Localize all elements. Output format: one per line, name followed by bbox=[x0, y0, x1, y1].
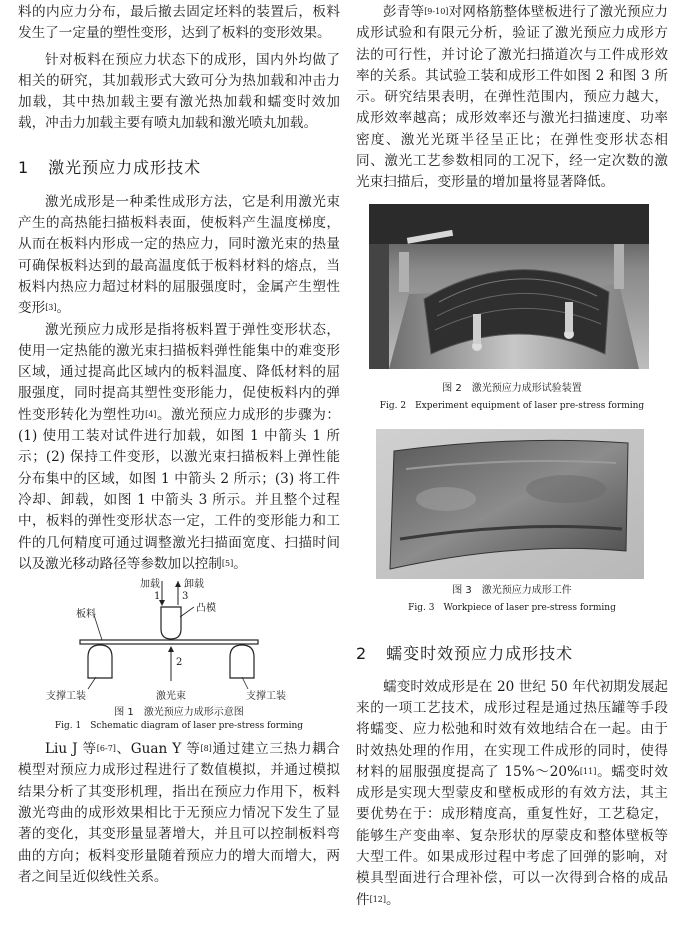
label-punch: 凸模 bbox=[196, 603, 216, 615]
figure-2-photo bbox=[369, 204, 649, 369]
support-left-leader bbox=[88, 677, 96, 689]
sheet-shape bbox=[80, 640, 258, 644]
paragraph-text: 。激光预应力成形的步骤为：(1) 使用工装对试件进行加载，如图 1 中箭头 1 所示；(2) 保持工件变形，以激光束扫描板料上弹性能分布集中的区域，如图 1 中箭头 2 所示；(3) 将工件冷却、卸载，如图 1 中箭头 3 所示。并且整个过程中，板料的弹性变形状态一定，工件的变形能力和工件的几何精度可通过调整激光扫描面宽度、扫描时间以及激光移动路径等参数加以控制 bbox=[18, 406, 341, 572]
paragraph-text: 通过建立三热力耦合模型对预应力成形过程进行了数值模拟，并通过模拟结果分析了其变形机理，指出在预应力作用下，板料激光弯曲的成形效果相比于无预应力情况下发生了显著的变化，其变形量显著增大，并且可以控制板料弯曲的方向；板料变形量随着预应力的增大而增大，两者之间呈近似线性关系。 bbox=[18, 741, 341, 885]
section-number: 2 bbox=[356, 643, 368, 663]
label-laser: 激光束 bbox=[156, 691, 186, 703]
citation: [8] bbox=[200, 744, 212, 754]
label-unload: 卸载 bbox=[184, 579, 204, 591]
paragraph-2 bbox=[18, 320, 340, 576]
figure-1 bbox=[18, 577, 340, 737]
arrow-2-head bbox=[168, 646, 174, 652]
paragraph-text: 彭青等 bbox=[383, 4, 425, 20]
punch-leader bbox=[180, 607, 194, 617]
right-column bbox=[356, 0, 668, 911]
support-left-shape bbox=[88, 645, 112, 678]
figure-3-caption-en: Fig. 3 Workpiece of laser pre-stress forming bbox=[408, 602, 616, 613]
paragraph-4 bbox=[356, 2, 668, 194]
paragraph-text: 。 bbox=[56, 300, 71, 317]
paragraph-text: 激光预应力成形是指将板料置于弹性变形状态，使用一定热能的激光束扫描板料弹性能集中的难变形区域，通过提高此区域内的板料温度、降低材料的屈服强度，同时提高其塑性变形能力，促使板料内的弹性变形转化为塑性功 bbox=[18, 321, 340, 423]
paragraph-text: 激光成形是一种柔性成形方法，它是利用激光束产生的高热能扫描板料表面，使板料产生温度梯度，从而在板料内形成一定的热应力，同时激光束的热量可确保板料达到的最高温度低于板料材料的熔点，当板料内热应力超过材料的屈服强度时，金属产生塑性变形 bbox=[18, 193, 340, 317]
arrow-3-head bbox=[175, 581, 181, 587]
figure-3-caption: 图 3 激光预应力成形工件 bbox=[452, 584, 572, 596]
figure-3-image bbox=[376, 429, 644, 579]
paragraph-text: 。 bbox=[233, 555, 247, 572]
section-1-heading bbox=[18, 155, 340, 178]
section-number: 1 bbox=[18, 157, 30, 177]
paragraph-3 bbox=[18, 739, 340, 888]
label-arrow-2: 2 bbox=[176, 657, 183, 669]
paragraph-continued: 料的内应力分布，最后撤去固定坯料的装置后，板料发生了一定量的塑性变形，达到了板料的变形效果。 bbox=[18, 4, 340, 42]
label-support-left: 支撑工装 bbox=[46, 691, 86, 703]
punch-shape bbox=[161, 607, 181, 639]
paragraph-1 bbox=[18, 192, 340, 320]
figure-1-caption: 图 1 激光预应力成形示意图 bbox=[114, 707, 244, 719]
paragraph-text: Liu J 等 bbox=[45, 741, 97, 758]
paragraph-text: 。 bbox=[386, 891, 400, 908]
citation: [3] bbox=[45, 303, 57, 313]
citation: [6-7] bbox=[96, 744, 116, 754]
figure-2-image bbox=[369, 204, 649, 369]
citation: [5] bbox=[221, 558, 234, 568]
citation: [11] bbox=[579, 766, 597, 776]
label-support-right: 支撑工装 bbox=[246, 691, 286, 703]
section-title: 蠕变时效预应力成形技术 bbox=[386, 643, 574, 663]
label-arrow-1: 1 bbox=[154, 591, 161, 603]
citation: [9-10] bbox=[424, 7, 449, 16]
figure-2-caption: 图 2 激光预应力成形试验装置 bbox=[442, 382, 582, 394]
citation: [12] bbox=[369, 894, 387, 904]
left-column bbox=[18, 0, 340, 888]
section-title: 激光预应力成形技术 bbox=[48, 157, 202, 177]
label-sheet: 板料 bbox=[76, 609, 96, 621]
figure-1-caption-en: Fig. 1 Schematic diagram of laser pre-stress forming bbox=[54, 721, 304, 732]
figure-3-photo bbox=[376, 429, 644, 579]
paragraph-text: 蠕变时效成形是在 20 世纪 50 年代初期发展起来的一项工艺技术，成形过程是通过热压罐等手段将蠕变、应力松弛和时效有效地结合在一起。由于时效热处理的作用，在实现工件成形的同时，使得材料的屈服强度提高了 15%～20% bbox=[356, 678, 668, 780]
paragraph-intro: 针对板料在预应力状态下的成形，国内外均做了相关的研究，其加载形式大致可分为热加载和冲击力加载，其中热加载主要有激光热加载和蠕变时效加载，冲击力加载主要有喷丸加载和激光喷丸加载。 bbox=[18, 51, 340, 132]
section-2-heading bbox=[356, 641, 668, 664]
paragraph-text: 。蠕变时效成形是实现大型蒙皮和壁板成形的有效方法，其主要优势在于：成形精度高，重复性好，工艺稳定，能够生产变曲率、复杂形状的厚蒙皮和整体壁板等大型工件。如果成形过程中考虑了回弹的影响，对模具型面进行合理补偿，可以一次得到合格的成品件 bbox=[356, 763, 668, 908]
label-arrow-3: 3 bbox=[182, 591, 189, 603]
citation: [4] bbox=[145, 409, 157, 419]
paragraph-text: 、Guan Y 等 bbox=[115, 741, 201, 758]
figure-2-caption-en: Fig. 2 Experiment equipment of laser pre-stress forming bbox=[379, 400, 645, 411]
paragraph-5 bbox=[356, 677, 668, 911]
support-right-shape bbox=[230, 645, 254, 678]
label-load: 加载 bbox=[140, 579, 160, 591]
paragraph-text: 对网格筋整体壁板进行了激光预应力成形试验和有限元分析，验证了激光预应力成形方法的可行性，并讨论了激光扫描道次与工件成形效率的关系。其试验工装和成形工件如图 2 和图 3 所示。研究结果表明，在弹性范围内，预应力越大，成形效率越高；成形效率还与激光扫描速度、功率密度、激光光斑半径呈正比；在弹性变形状态相同、激光工艺参数相同的工况下，经一定次数的激光束扫描后，变形量的增加量将显著降低。 bbox=[356, 4, 669, 191]
